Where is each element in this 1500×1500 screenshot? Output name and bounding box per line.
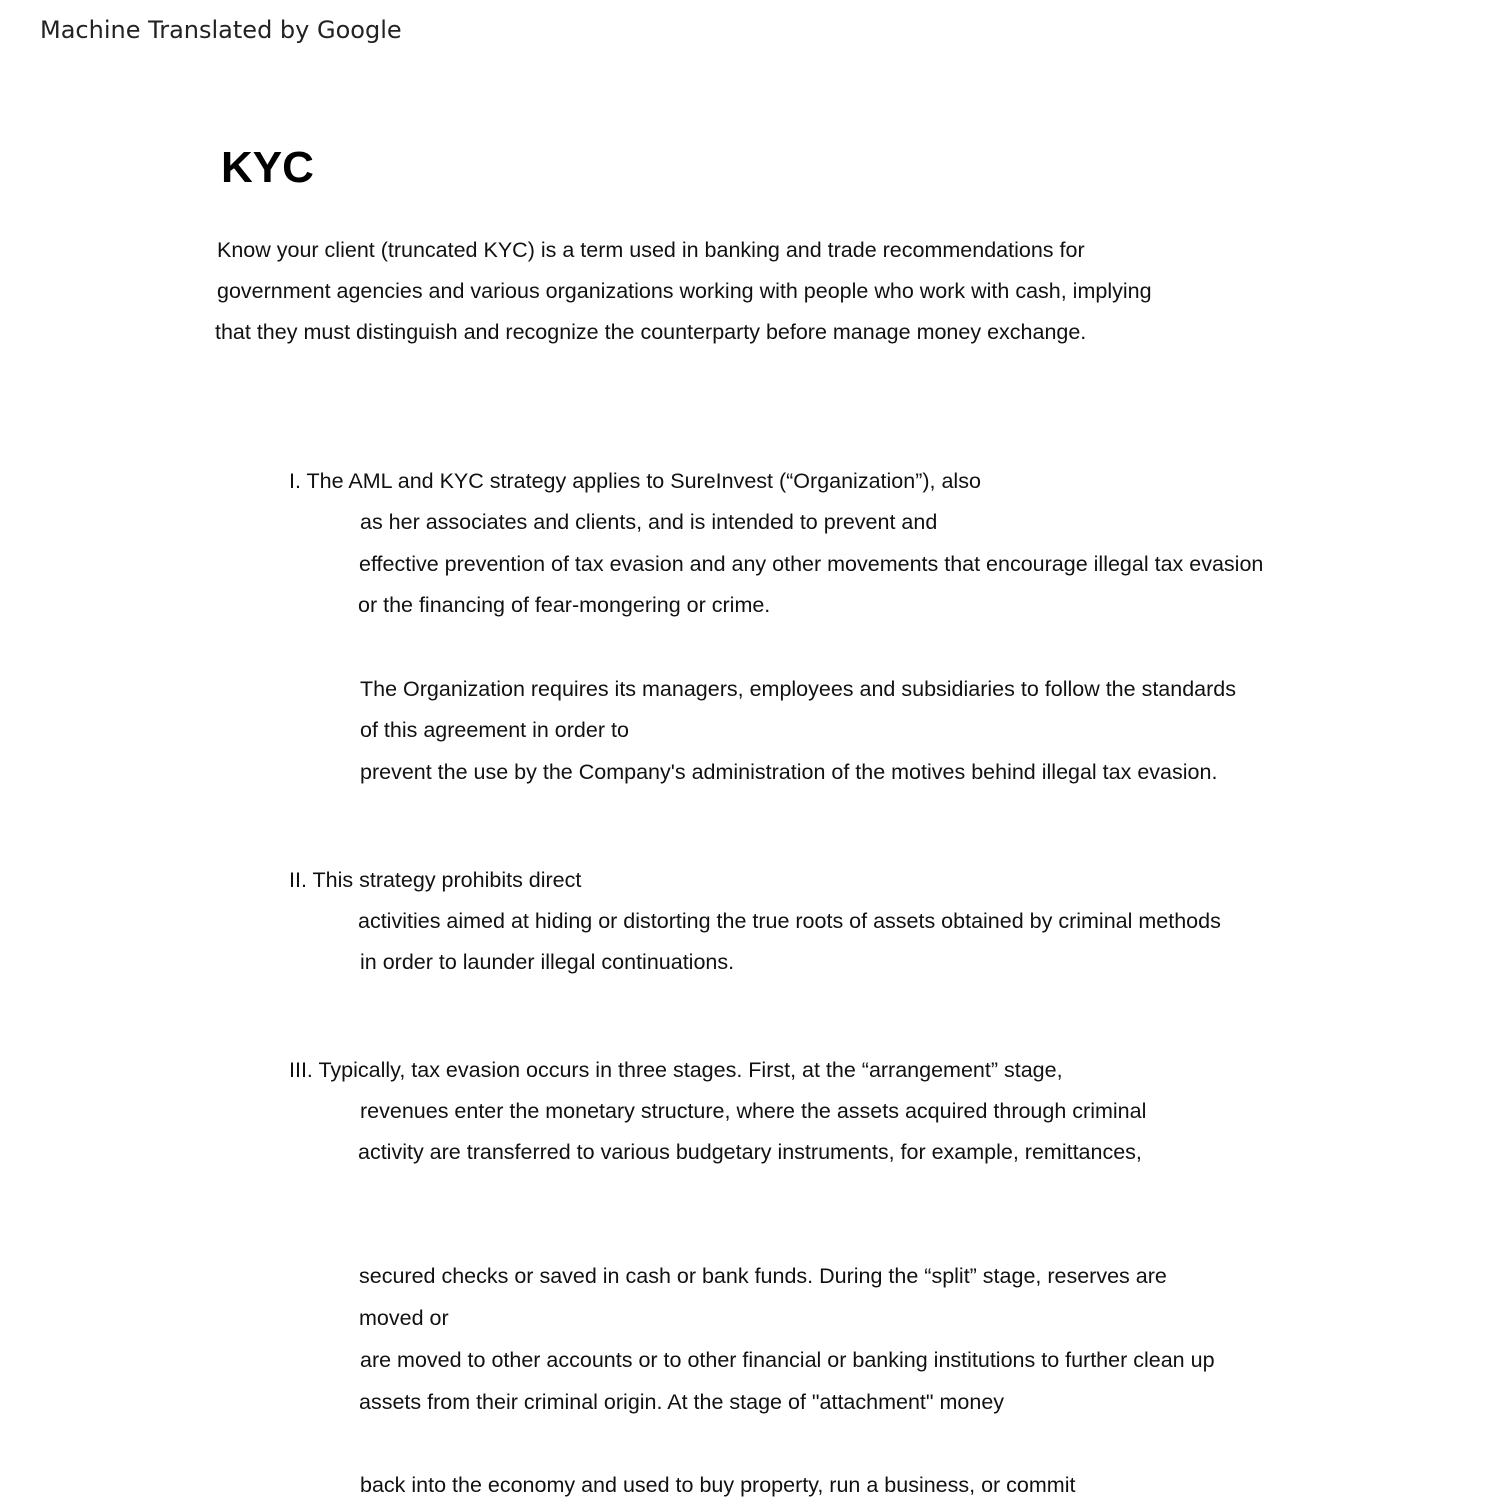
section-3-line-3: activity are transferred to various budgetary instruments, for example, remittances,: [358, 1140, 1142, 1164]
section-3c-line-1: back into the economy and used to buy property, run a business, or commit: [360, 1473, 1076, 1497]
section-1b-line-2: of this agreement in order to: [360, 718, 629, 742]
document-title: KYC: [221, 143, 314, 192]
section-2-line-3: in order to launder illegal continuations.: [360, 950, 735, 974]
section-1-line-1: I. The AML and KYC strategy applies to SureInvest (“Organization”), also: [289, 469, 981, 493]
section-1b-line-1: The Organization requires its managers, employees and subsidiaries to follow the standards: [360, 677, 1236, 701]
section-3b-line-2: moved or: [359, 1306, 449, 1330]
machine-translation-banner: Machine Translated by Google: [40, 16, 402, 44]
section-3b-line-4: assets from their criminal origin. At the stage of "attachment" money: [359, 1390, 1005, 1414]
section-1-line-2: as her associates and clients, and is intended to prevent and: [360, 510, 938, 534]
section-1b-line-3: prevent the use by the Company's administration of the motives behind illegal tax evasion.: [360, 760, 1218, 784]
section-1-line-4: or the financing of fear-mongering or crime.: [358, 593, 771, 617]
section-3-line-2: revenues enter the monetary structure, where the assets acquired through criminal: [360, 1099, 1147, 1123]
intro-line-1: Know your client (truncated KYC) is a term used in banking and trade recommendations for: [217, 238, 1085, 262]
section-3-line-1: III. Typically, tax evasion occurs in three stages. First, at the “arrangement” stage,: [289, 1058, 1063, 1082]
section-3b-line-1: secured checks or saved in cash or bank funds. During the “split” stage, reserves are: [359, 1264, 1167, 1288]
intro-line-3: that they must distinguish and recognize the counterparty before manage money exchange.: [215, 320, 1087, 344]
section-1-line-3: effective prevention of tax evasion and any other movements that encourage illegal tax evasion: [359, 552, 1264, 576]
section-2-line-1: II. This strategy prohibits direct: [289, 868, 582, 892]
section-2-line-2: activities aimed at hiding or distorting the true roots of assets obtained by criminal methods: [358, 909, 1221, 933]
section-3b-line-3: are moved to other accounts or to other financial or banking institutions to further clean up: [360, 1348, 1215, 1372]
intro-line-2: government agencies and various organizations working with people who work with cash, implying: [217, 279, 1152, 303]
